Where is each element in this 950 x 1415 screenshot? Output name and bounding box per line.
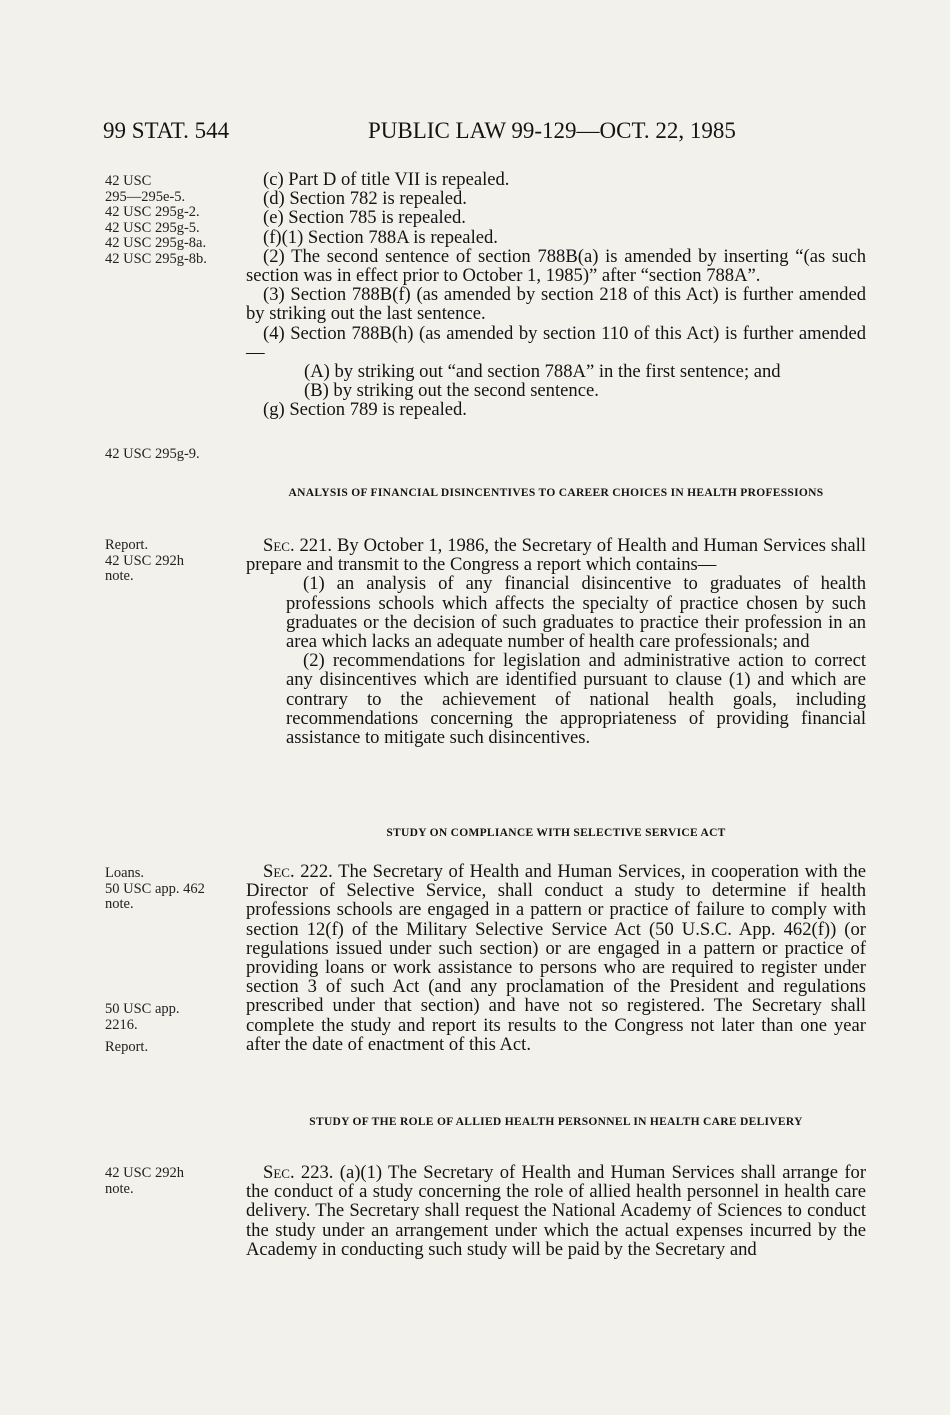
margin-line: 42 USC 292h bbox=[105, 1165, 184, 1181]
section-222-label: Sec. 222. bbox=[263, 861, 333, 882]
margin-note-usc-citations bbox=[105, 174, 245, 267]
margin-note-292h-note bbox=[105, 1166, 245, 1197]
clause-f4b: (B) by striking out the second sentence. bbox=[304, 380, 599, 402]
margin-line: 295—295e-5. bbox=[105, 188, 186, 205]
margin-line: note. bbox=[105, 1180, 134, 1197]
section-heading-financial-disincentives: ANALYSIS OF FINANCIAL DISINCENTIVES TO CAREER CHOICES IN HEALTH PROFESSIONS bbox=[288, 487, 824, 499]
section-223-text bbox=[246, 1163, 866, 1259]
section-221-label: Sec. 221. bbox=[263, 535, 333, 556]
margin-line: Report. bbox=[105, 537, 149, 553]
clause-g: (g) Section 789 is repealed. bbox=[263, 399, 467, 421]
margin-line: 42 USC 292h bbox=[105, 552, 184, 569]
margin-note-50-usc-2216 bbox=[105, 1002, 245, 1033]
margin-line: note. bbox=[105, 568, 134, 584]
margin-line: Loans. bbox=[105, 865, 145, 881]
margin-line: 42 USC 295g-8b. bbox=[105, 250, 207, 267]
clause-f2: (2) The second sentence of section 788B(a) is amended by inserting “(as such section was in effect prior to October 1, 1985)” after “section 788A”. bbox=[246, 245, 866, 287]
section-221-text: By October 1, 1986, the Secretary of Health and Human Services shall prepare and transmit to the Congress a report which contains— bbox=[246, 535, 867, 576]
section-222 bbox=[246, 862, 866, 1054]
amendments-block bbox=[246, 170, 866, 420]
margin-line: 42 USC bbox=[105, 173, 152, 189]
clause-d: (d) Section 782 is repealed. bbox=[263, 188, 467, 210]
section-221-intro bbox=[246, 536, 866, 574]
section-heading-selective-service: STUDY ON COMPLIANCE WITH SELECTIVE SERVICE ACT bbox=[386, 827, 726, 839]
margin-line: 2216. bbox=[105, 1016, 138, 1033]
margin-note-loans bbox=[105, 866, 245, 913]
section-221-clause-1: (1) an analysis of any financial disincentive to graduates of health professions schools which affects the specialty of practice chosen by such graduates or the decision of such graduates to practice their profession in an area which lacks an adequate number of health care professionals; and bbox=[286, 573, 866, 653]
clause-f1: (f)(1) Section 788A is repealed. bbox=[263, 226, 498, 248]
margin-line: 42 USC 295g-5. bbox=[105, 219, 200, 236]
section-223 bbox=[246, 1163, 866, 1259]
margin-line: 42 USC 295g-8a. bbox=[105, 235, 207, 251]
clause-c: (c) Part D of title VII is repealed. bbox=[263, 169, 510, 190]
margin-note-report-292h bbox=[105, 538, 245, 585]
margin-note-295g-9: 42 USC 295g-9. bbox=[105, 446, 200, 462]
clause-f4a: (A) by striking out “and section 788A” in the first sentence; and bbox=[304, 361, 781, 383]
running-header-title: PUBLIC LAW 99-129—OCT. 22, 1985 bbox=[368, 118, 736, 143]
margin-line: 42 USC 295g-2. bbox=[105, 204, 200, 220]
margin-line: note. bbox=[105, 896, 134, 912]
margin-line: 50 USC app. bbox=[105, 1001, 180, 1017]
clause-e: (e) Section 785 is repealed. bbox=[263, 207, 466, 229]
margin-line: 50 USC app. 462 bbox=[105, 880, 205, 897]
clause-f3: (3) Section 788B(f) (as amended by section 218 of this Act) is further amended by striking out the last sentence. bbox=[246, 284, 866, 325]
section-223-label: Sec. 223. bbox=[263, 1162, 334, 1183]
statute-page-number: 99 STAT. 544 bbox=[103, 118, 230, 143]
section-222-text bbox=[246, 862, 866, 1054]
section-221-clause-2: (2) recommendations for legislation and administrative action to correct any disincentives which are identified pursuant to clause (1) and which are contrary to the achievement of national health goals, including recommendations concerning the appropriateness of providing financial assistance to mitigate such disincentives. bbox=[286, 650, 866, 749]
section-heading-allied-health: STUDY OF THE ROLE OF ALLIED HEALTH PERSONNEL IN HEALTH CARE DELIVERY bbox=[309, 1116, 803, 1128]
clause-f4: (4) Section 788B(h) (as amended by section 110 of this Act) is further amended— bbox=[246, 322, 866, 363]
section-223-body: (a)(1) The Secretary of Health and Human Services shall arrange for the conduct of a study concerning the role of allied health personnel in health care delivery. The Secretary shall request the National Academy of Sciences to conduct the study under an arrangement under which the actual expenses incurred by the Academy in conducting such study will be paid by the Secretary and bbox=[246, 1162, 867, 1260]
section-222-body: The Secretary of Health and Human Services, in cooperation with the Director of Selective Service, shall conduct a study to determine if health professions schools are engaged in a pattern or practice of failure to comply with section 12(f) of the Military Selective Service Act (50 U.S.C. App. 462(f)) (or regulations issued under such section) or are engaged in a pattern or practice of providing loans or work assistance to persons who are required to register under section 3 of such Act (and any proclamation of the President and regulations prescribed under that section) and have not so registered. The Secretary shall complete the study and report its results to the Congress not later than one year after the date of enactment of this Act. bbox=[246, 861, 867, 1055]
margin-note-report: Report. bbox=[105, 1039, 149, 1055]
section-221 bbox=[246, 536, 866, 747]
